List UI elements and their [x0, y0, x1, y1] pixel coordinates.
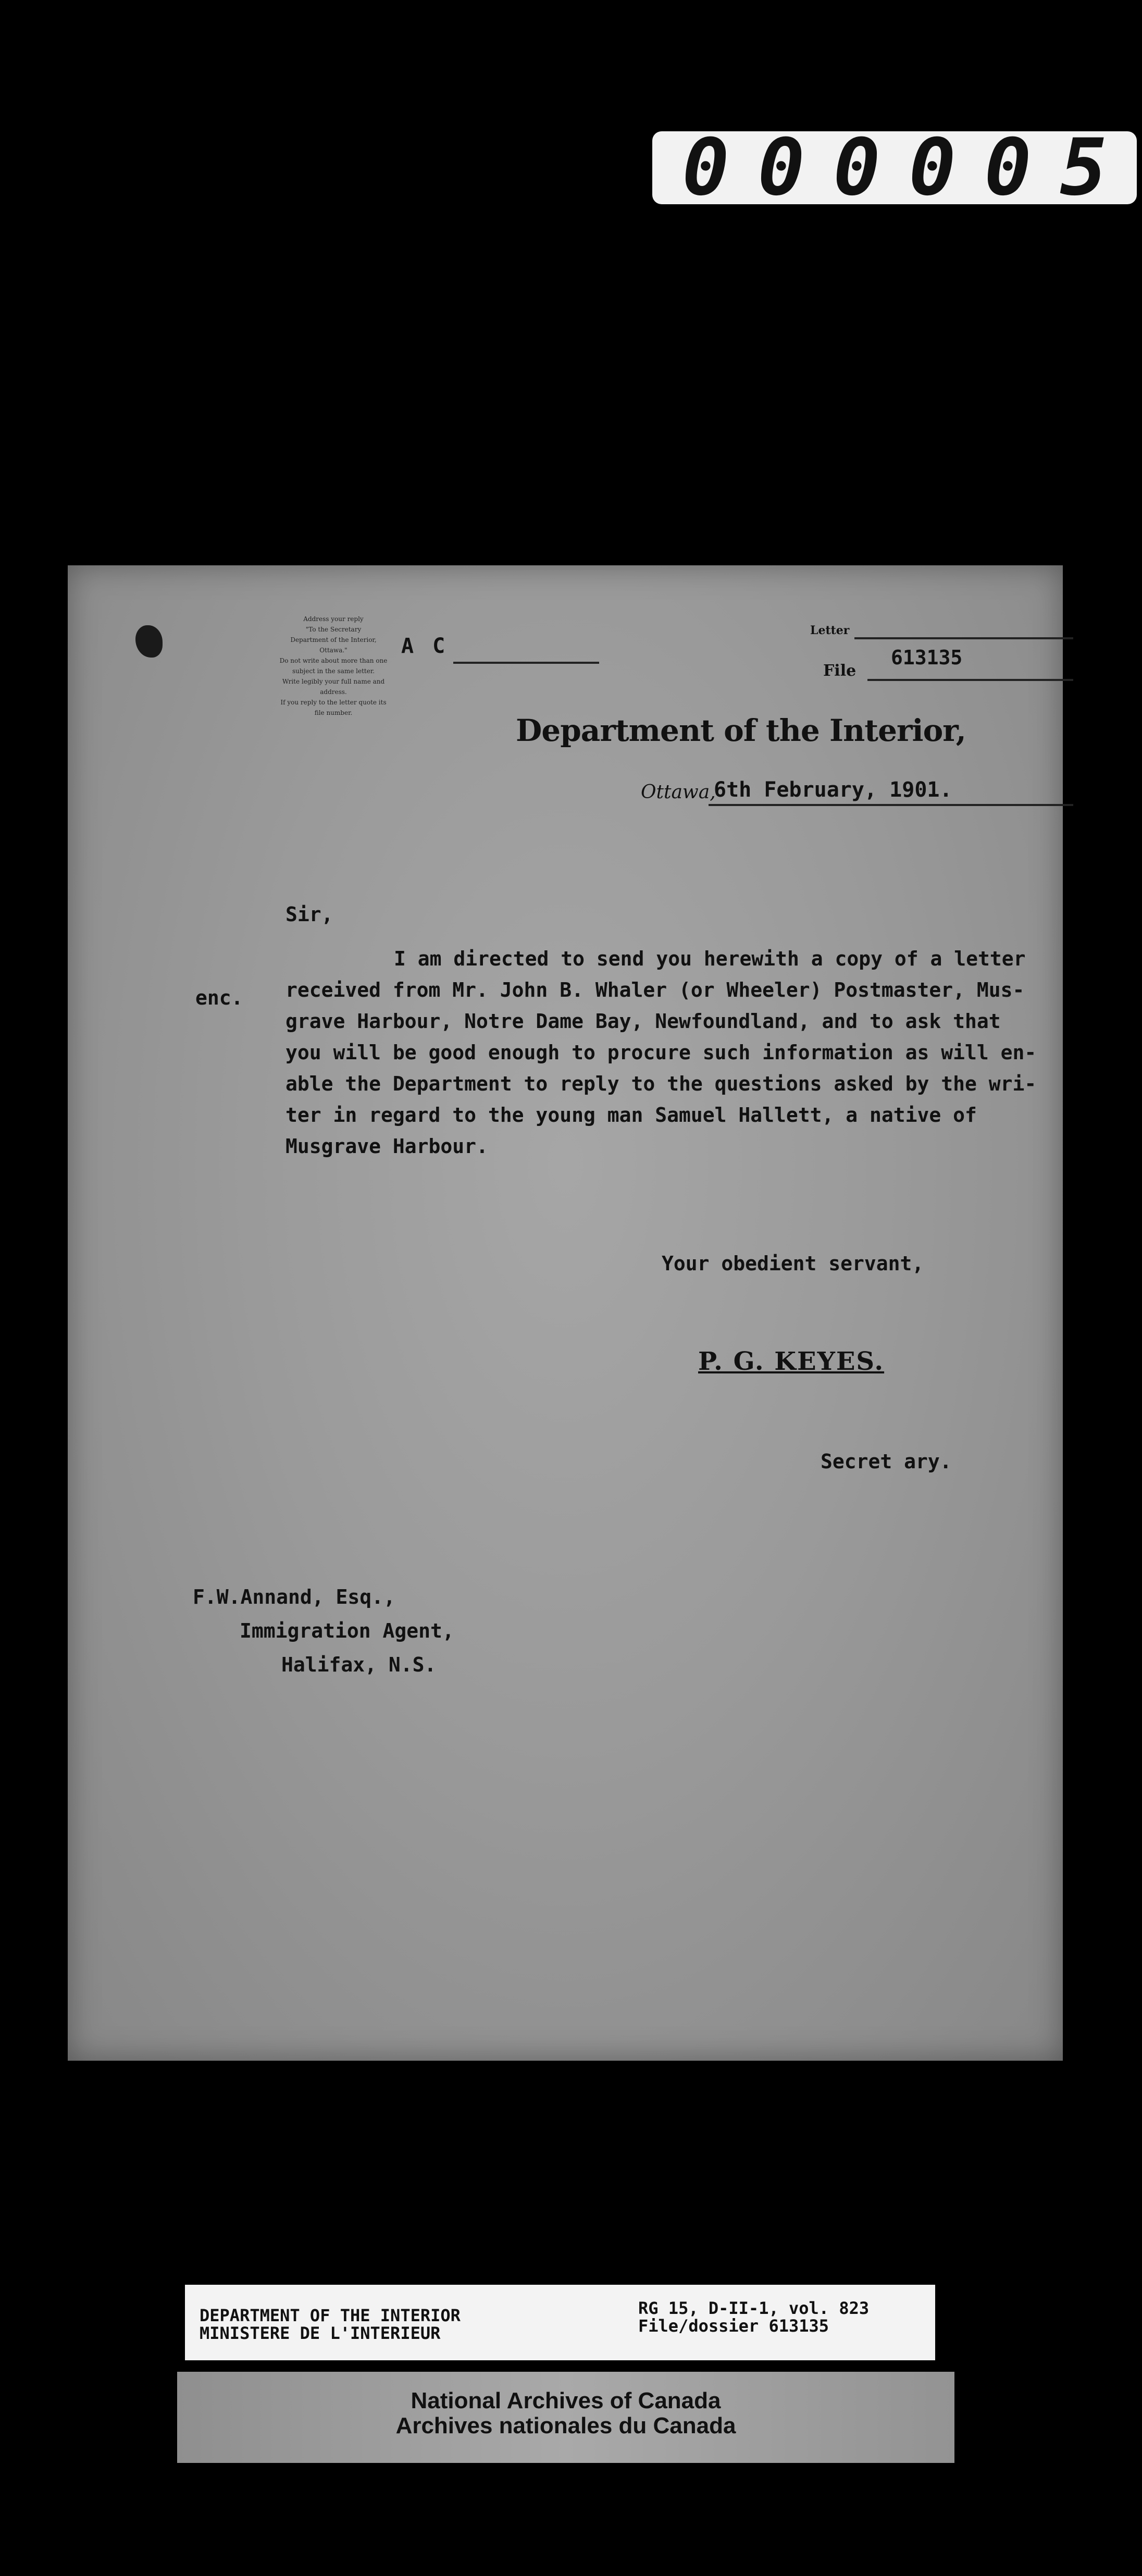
letter-body — [286, 943, 1067, 1162]
body-line: ter in regard to the young man Samuel Hallett, a native of — [286, 1104, 977, 1126]
closing: Your obedient servant, — [662, 1252, 924, 1275]
ac-blank-line — [453, 662, 599, 664]
catalog-department — [200, 2307, 461, 2342]
instruction-line: Department of the Interior, — [290, 636, 377, 643]
body-line: received from Mr. John B. Whaler (or Wheeler) Postmaster, Mus- — [286, 979, 1025, 1001]
instruction-line: Ottawa." — [319, 647, 347, 654]
letter-label: Letter — [810, 624, 850, 637]
department-heading: Department of the Interior, — [516, 713, 966, 748]
body-line: I am directed to send you herewith a copy of a letter — [394, 947, 1026, 970]
frame-counter — [652, 122, 1137, 213]
archive-line: National Archives of Canada — [411, 2388, 721, 2413]
frame-digit: 0 — [833, 122, 880, 213]
instruction-line: address. — [320, 688, 347, 696]
archive-line: Archives nationales du Canada — [395, 2413, 736, 2438]
frame-digit: 5 — [1060, 122, 1107, 213]
signature: P. G. KEYES. — [698, 1347, 885, 1376]
frame-digit: 0 — [682, 122, 729, 213]
archive-label — [177, 2372, 954, 2463]
body-line: Musgrave Harbour. — [286, 1135, 488, 1158]
instruction-line: Write legibly your full name and — [282, 678, 385, 685]
addressee-title: Immigration Agent, — [240, 1619, 454, 1642]
file-blank-line — [867, 679, 1073, 681]
catalog-label — [185, 2285, 935, 2360]
body-line: able the Department to reply to the questions asked by the wri- — [286, 1072, 1037, 1095]
signature-title: Secret ary. — [821, 1450, 952, 1473]
letter-sheet — [68, 565, 1063, 2061]
catalog-line: MINISTERE DE L'INTERIEUR — [200, 2323, 441, 2343]
file-label: File — [823, 662, 857, 680]
body-line: you will be good enough to procure such information as will en- — [286, 1041, 1037, 1064]
instruction-line: If you reply to the letter quote its — [280, 699, 387, 706]
frame-digit: 0 — [758, 122, 805, 213]
letter-date: 6th February, 1901. — [714, 778, 952, 802]
instruction-line: subject in the same letter. — [292, 667, 375, 675]
frame-digit: 0 — [909, 122, 956, 213]
catalog-line: RG 15, D-II-1, vol. 823 — [638, 2298, 870, 2318]
instruction-line: Do not write about more than one — [279, 657, 388, 664]
instruction-line: "To the Secretary — [305, 626, 362, 633]
enclosure-note: enc. — [195, 986, 243, 1009]
place-label: Ottawa, — [641, 782, 716, 803]
salutation: Sir, — [286, 903, 333, 926]
date-underline — [709, 804, 1073, 806]
catalog-reference — [638, 2299, 869, 2335]
reply-instructions — [224, 615, 443, 719]
body-line: grave Harbour, Notre Dame Bay, Newfoundland, and to ask that — [286, 1010, 1001, 1033]
ac-label: A C — [401, 634, 449, 658]
catalog-line: File/dossier 613135 — [638, 2316, 829, 2336]
file-number: 613135 — [891, 646, 963, 669]
frame-digit: 0 — [984, 122, 1032, 213]
instruction-line: Address your reply — [303, 615, 364, 623]
addressee-name: F.W.Annand, Esq., — [193, 1586, 395, 1608]
instruction-line: file number. — [314, 709, 353, 716]
punch-hole-mark — [135, 625, 163, 658]
addressee-location: Halifax, N.S. — [281, 1653, 437, 1676]
letter-blank-line — [854, 637, 1073, 639]
catalog-line: DEPARTMENT OF THE INTERIOR — [200, 2306, 461, 2325]
